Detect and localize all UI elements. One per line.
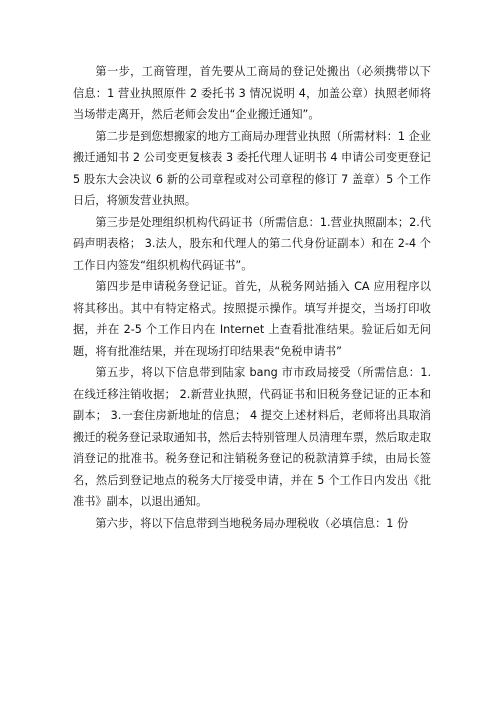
document-body: [73, 61, 431, 534]
paragraph-step-2: 第二步是到您想搬家的地方工商局办理营业执照（所需材料：1 企业搬迁通知书 2 公司变更复核表 3 委托代理人证明书 4 申请公司变更登记 5 股东大会决议 6 新的公司章程或对公司章程的修订 7 盖章）5 个工作日后，将颁发营业执照。: [73, 129, 431, 207]
paragraph-step-3: 第三步是处理组织机构代码证书（所需信息：1.营业执照副本；2.代码声明表格； 3.法人，股东和代理人的第二代身份证副本）和在 2-4 个工作日内签发“组织机构代码证书”。: [73, 215, 431, 272]
paragraph-step-1: 第一步，工商管理，首先要从工商局的登记处搬出（必须携带以下信息：1 营业执照原件 2 委托书 3 情况说明 4，加盖公章）执照老师将当场带走离开，然后老师会发出“企业搬迁通知”。: [73, 65, 431, 121]
paragraph-step-5: 第五步，将以下信息带到陆家 bang 市市政局接受（所需信息：1.在线迁移注销收据； 2.新营业执照，代码证书和旧税务登记证的正本和副本； 3.一套住房新地址的信息； 4 提交上述材料后，老师将出具取消搬迁的税务登记录取通知书，然后去特别管理人员清理车票，然后取走取消登记的批准书。税务登记和注销税务登记的税款清算手续，由局长签名，然后到登记地点的税务大厅接受申请，并在 5 个工作日内发出《批准书》副本，以退出通知。: [73, 366, 432, 508]
paragraph-step-4: 第四步是申请税务登记证。首先，从税务网站插入 CA 应用程序以将其移出。其中有特定格式。按照提示操作。填写并提交，当场打印收据，并在 2-5 个工作日内在 Internet 上查看批准结果。验证后如无问题，将有批准结果，并在现场打印结果表“免税申请书”: [73, 280, 431, 358]
paragraph-step-6: 第六步，将以下信息带到当地税务局办理税收（必填信息：1 份: [95, 516, 409, 530]
